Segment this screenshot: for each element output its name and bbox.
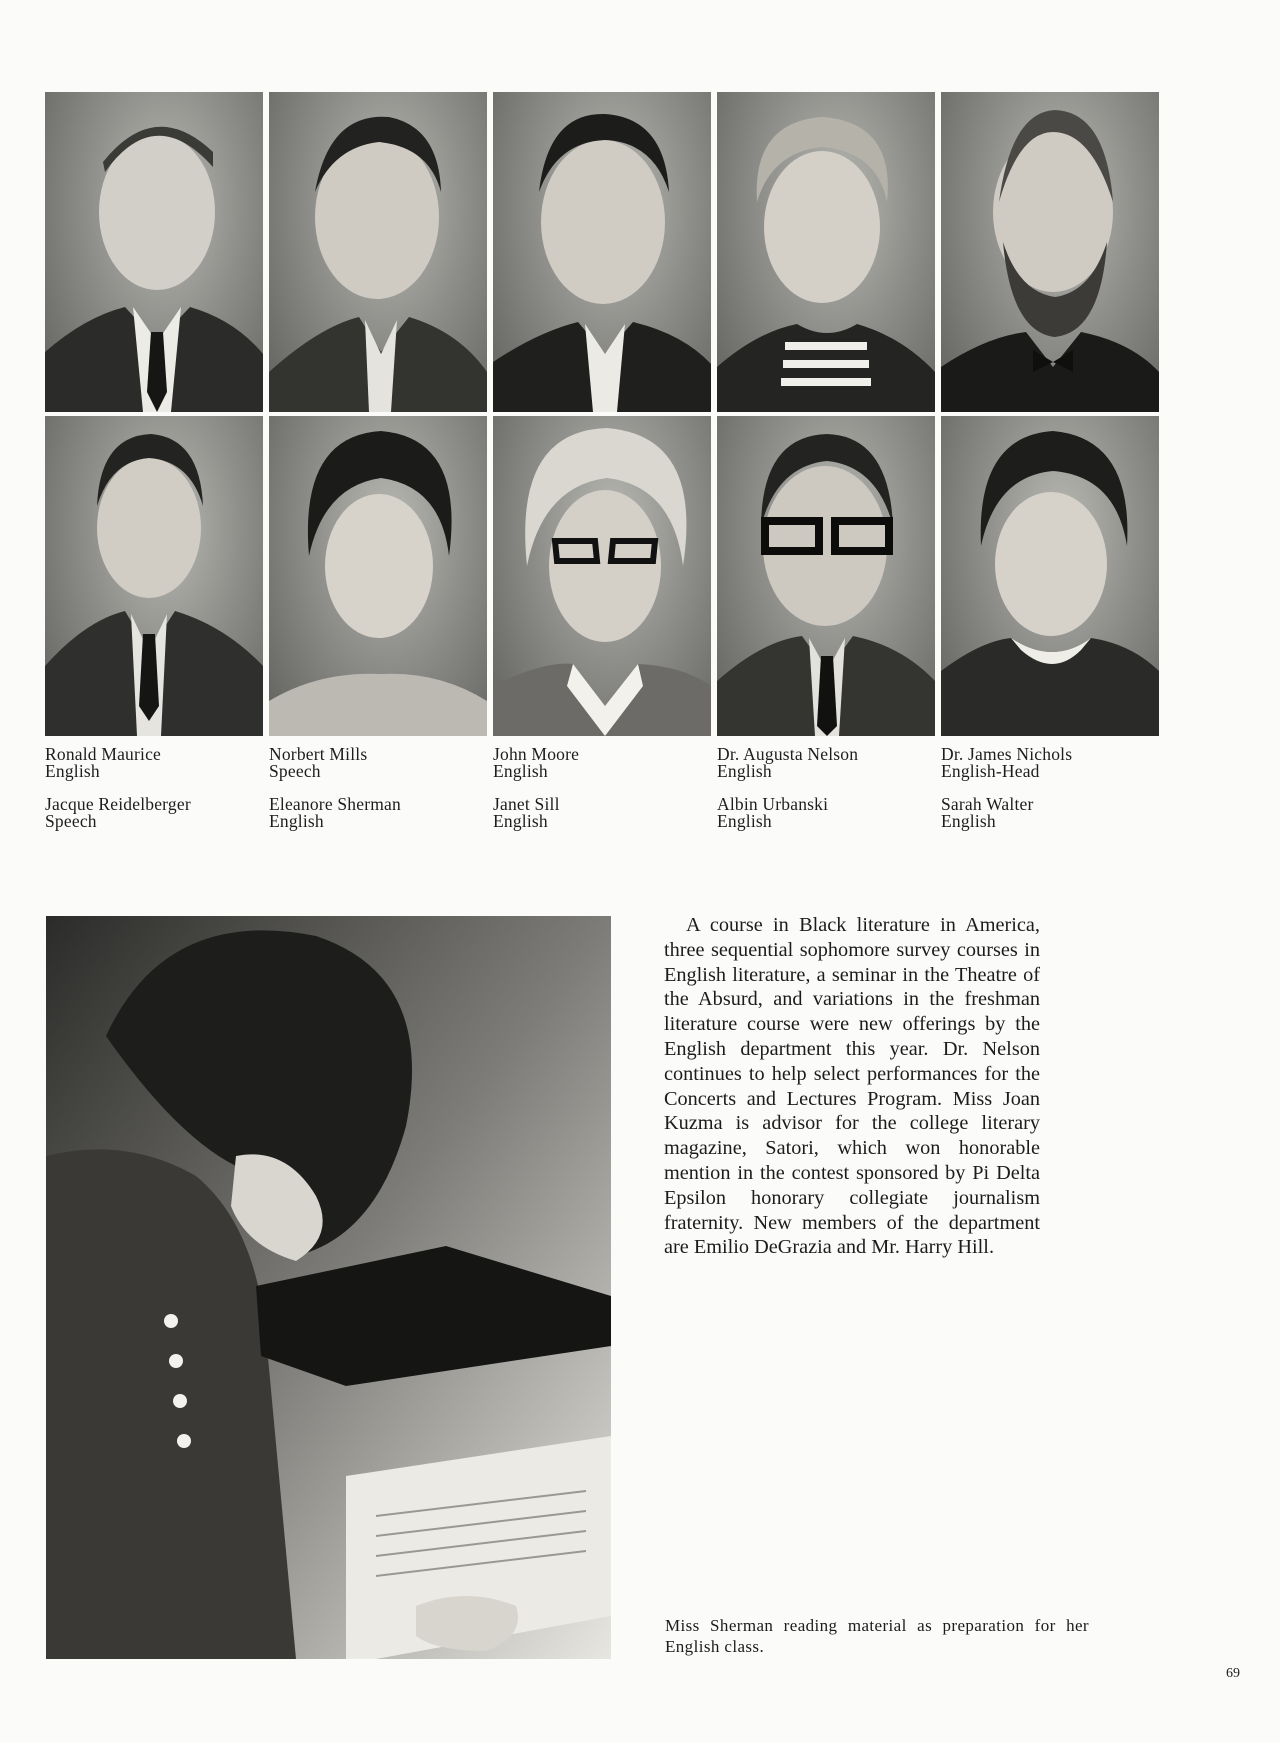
- faculty-name: Janet Sill: [493, 794, 560, 814]
- woman-reading-illustration-icon: [46, 916, 611, 1659]
- portrait-photo: [269, 92, 487, 412]
- faculty-name: Dr. James Nichols: [941, 744, 1073, 764]
- faculty-caption: [941, 746, 1072, 780]
- faculty-captions: [45, 746, 1185, 836]
- portrait-silhouette-icon: [717, 416, 935, 736]
- portrait-silhouette-icon: [45, 92, 263, 412]
- portrait-photo: [493, 416, 711, 736]
- page-number: 69: [1226, 1666, 1240, 1681]
- faculty-name: Albin Urbanski: [717, 794, 829, 814]
- faculty-name: Eleanore Sherman: [269, 794, 401, 814]
- portrait-silhouette-icon: [941, 416, 1159, 736]
- portrait-silhouette-icon: [493, 92, 711, 412]
- portrait-silhouette-icon: [45, 416, 263, 736]
- portrait-photo: [45, 416, 263, 736]
- portrait-silhouette-icon: [269, 416, 487, 736]
- portrait-photo: [941, 92, 1159, 412]
- portrait-photo: [717, 92, 935, 412]
- faculty-caption: [493, 746, 579, 780]
- faculty-caption: [717, 796, 828, 830]
- faculty-name: Ronald Maurice: [45, 744, 162, 764]
- portrait-photo: [941, 416, 1159, 736]
- reading-photo: [46, 916, 611, 1659]
- portrait-silhouette-icon: [493, 416, 711, 736]
- faculty-caption: [45, 796, 191, 830]
- photo-caption: Miss Sherman reading material as preparation for her English class.: [665, 1616, 1089, 1656]
- faculty-dept: English: [941, 811, 996, 831]
- faculty-caption: [941, 796, 1034, 830]
- faculty-dept: English-Head: [941, 761, 1040, 781]
- faculty-dept: Speech: [269, 761, 321, 781]
- faculty-dept: Speech: [45, 811, 97, 831]
- portrait-photo: [493, 92, 711, 412]
- portrait-silhouette-icon: [269, 92, 487, 412]
- department-article-text: A course in Black literature in America, three sequential sophomore survey courses in English literature, a seminar in the Theatre of the Absurd, and variations in the freshman literature course were new offerings by the English department this year. Dr. Nelson continues to help select performances for the Concerts and Lectures Program. Miss Joan Kuzma is advisor for the college literary magazine, Satori, which won honorable mention in the contest sponsored by Pi Delta Epsilon honorary collegiate journalism fraternity. New members of the department are Emilio DeGrazia and Mr. Harry Hill.: [664, 914, 1040, 1259]
- faculty-caption: [269, 796, 401, 830]
- faculty-caption: [269, 746, 367, 780]
- faculty-name: John Moore: [493, 744, 580, 764]
- portrait-photo: [717, 416, 935, 736]
- faculty-dept: English: [45, 761, 100, 781]
- faculty-caption: [45, 746, 161, 780]
- faculty-name: Norbert Mills: [269, 744, 368, 764]
- faculty-name: Dr. Augusta Nelson: [717, 744, 859, 764]
- faculty-dept: English: [269, 811, 324, 831]
- portrait-row-bottom: [45, 416, 1159, 736]
- portrait-row-top: [45, 92, 1159, 412]
- faculty-dept: English: [717, 761, 772, 781]
- faculty-dept: English: [493, 811, 548, 831]
- portrait-photo: [269, 416, 487, 736]
- faculty-dept: English: [717, 811, 772, 831]
- faculty-caption: [493, 796, 560, 830]
- faculty-name: Sarah Walter: [941, 794, 1034, 814]
- portrait-silhouette-icon: [717, 92, 935, 412]
- faculty-dept: English: [493, 761, 548, 781]
- portrait-silhouette-icon: [941, 92, 1159, 412]
- portrait-photo: [45, 92, 263, 412]
- faculty-caption: [717, 746, 858, 780]
- faculty-name: Jacque Reidelberger: [45, 794, 191, 814]
